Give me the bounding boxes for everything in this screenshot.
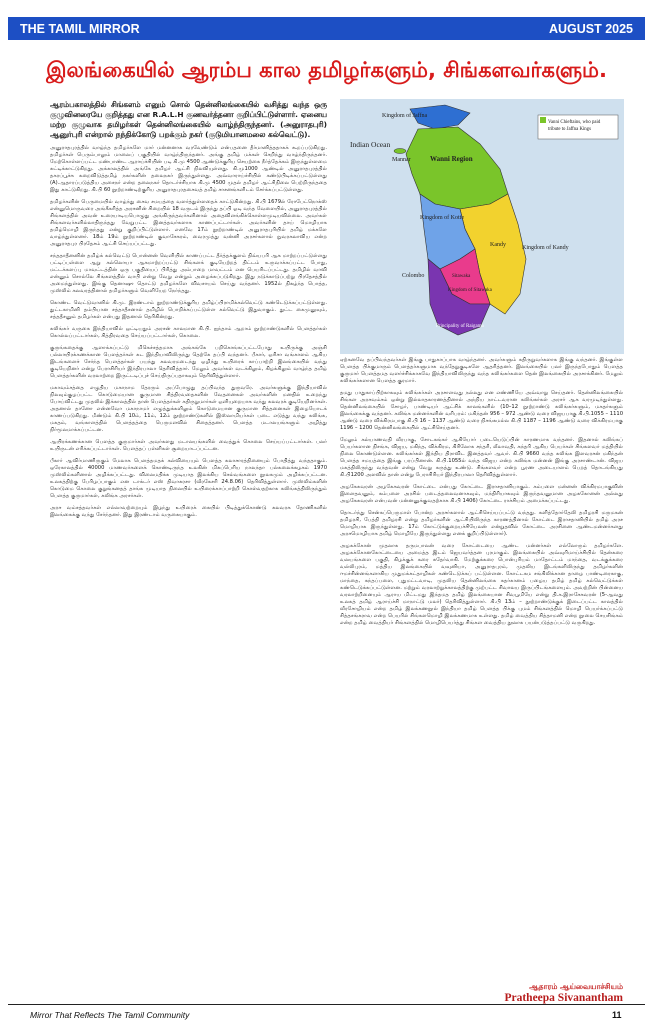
body-paragraph: ஆயிரக்கணக்கான பௌத்த குருமார்கள் அவர்களது மடாலயங்களில் வைத்துக் கொலை செய்யப்பட்டார்கள். பலர் உயிருடன் எரிக்கப்பட்டார்கள். பௌத்தப் பள்ளிகள் சூறையாடப்பட்டன. [50, 439, 327, 452]
map-graphic [340, 99, 624, 354]
body-paragraph: அரச வம்சத்தவர்கள் எல்லாவற்றையும் இழந்து உயிரைக் கையில் பிடித்துக்கொண்டு கலவரக தோணிகளில் இலங்கைக்கு வந்து சேர்ந்தனர். இது இரண்டாம் வருகையாகும். [50, 505, 327, 518]
body-paragraph: பீகார் ஆவிர்மாணிருகும் மேலாக பௌத்தமதக் கல்வியையும் பௌத்த கலாசாரத்தினையும் போதித்து வந்ததாகும். ஒரேகாலத்தில் 40000 மாணவர்களைக் கொண்டிருந்த உலகின் மிகப்பெரிய நாலந்தா பல்கலைக்கழகம் 1970 முஸ்லிம்களினால் அழிக்கப்பட்டது. விலைமதிக்க முடியாத இலக்கிய செல்வங்களை நூலகமும் அழிக்கப்பட்டன. உலகத்திற்கு பேரிழப்பாகும் என டாக்டர் எஸ் திவாகரசா (வீரகேசரி 24.8.06) தெரிவித்துள்ளார். முஸ்லிம்களின் கொடுமை கொலை குறுங்கனதத் தாங்க முடியாத நிலையில் உயிரைக்காப்பாற்றி கொள்வதற்காக கலிங்கத்திலிருந்தும் பௌத்த குருமார்கள், கலிங்க அரசர்கள். [50, 458, 327, 499]
body-paragraph: தமது பாதுகாப்பிற்காகவும் கலிங்கர்கள் அரசாளவது நல்லது என எண்ணியே அவ்வாறு செய்தனர். தென்னிலங்கையில் சிங்கள அரசவம்சம் ஒன்று இல்லாதகாரணத்தினால் அந்நிய நாட்டவரான கலிங்கர்கள் அரசர் ஆக வரமுடிந்துள்ளது. தென்னிலங்கையில் சோழர், பாண்டியர் ஆட்சிக் காலங்களில் (10–12 நூற்றாண்டு கலிங்கர்களும், மகதர்களும் இலங்கைக்கு வந்தனர். கலிங்க மன்னர்களின் வரிபரம்: மகிந்தன் 956 – 972 ஆண்டு வரை விஜயபாகு கி.பி.1055 – 1110 ஆண்டு வரை விக்கிரமபாகு கி.பி 16 – 1137 ஆண்டு வரை நிசங்கமல்ல கி.பி 1187 – 1196 ஆண்டு வரை விக்கிரமபாகு 1196 – 1200 தென்னிலங்கையில் ஆட்சிசெய்தனர். [340, 390, 623, 431]
map-label-vanni-legend: Vanni Chieftains, who paid [548, 120, 601, 125]
body-paragraph: தமிழர்களின் பெருமையில் வாழ்ந்து சைவ சமயத்தை வளர்த்துள்ளதைக் காட்டுகின்றது. கி.பி 1679ல் ரோபேட்நொக்ஸ் என்னுமொருவரை அங்கீகரித்த அரசனின் சிறையில் 18 வருடம் இருந்து தப்பி ஓடி வந்த வேளையில், அனுராதபுரத்தில் சிங்களத்தில் அவன் உரையாடியபொழுது அங்கிருந்தவர்களினால் அதைவிளங்கிக்கொள்ளமுடியவில்லை. அவர்கள் சிங்களவர்களில்லாதிருந்தது வேறுபட்ட இனத்தவர்களாக காணப்பட்டார்கள். அவர்களின் தாய் மொழியாக தமிழ்மொழி இருந்தது என்று குறிப்பிட்டுள்ளார். எனவே 17ம் நூற்றாண்டில் அனுராதபுரியில் தமிழ் மக்களே வாழ்ந்துள்ளனர். 18ம் 19ம் நூற்றாண்டில் குவாசேகரம், வைரமுத்து வன்னி அரசர்களால் நுவரகலாவிய என்ற அனுராதபுர பிரதேசம் ஆட்சி செய்யப்பட்டது. [50, 199, 327, 247]
right-column [340, 357, 623, 632]
mannar-island [394, 149, 406, 154]
body-paragraph: மேலும் கல்யாணவதி வீரபாகு, சோடகங்கர் ஆகியோர் படையெடுப்பின் காரணமாக வந்தனர். இதனால் கலிங்கப் பெயர்களான நிசங்க, விஜய, மகிந்த, விக்கிரம, கிரிலோக சந்தரி, லீலாவதி, சுந்தரி ஆகிய பெயர்கள் சிங்களவர் மத்தியில் நிலை கொண்டுள்ளன. கலிங்கர்கள் இந்திய திராவிட இனத்தவர் ஆவர். கி.பி 9660 வந்த கலிங்க இளவரசன் மகிந்தன் பௌத்த சமயத்தை இங்கு பரப்பினான். கி.பி.1055ல் வந்த விஜய என்ற கலிங்க மன்னன் இங்கு அரசாண்டான். விஜய மகத்திலிருந்து வந்தவன் என்று வேறு கருத்து உண்டு. சிங்களவர் என்ற பூரண அடையாளம் பெறத் தொடங்கியது கி.பி1200 அளவில் தான் என்று பேராசிரியர் இந்திரபாலா தெரிவித்துள்ளார். [340, 437, 623, 478]
footer-motto: Mirror That Reflects The Tamil Community [30, 1010, 190, 1020]
body-paragraph: கலிங்கர் வருகை இந்தியாவில் ஒட்டியதும் அரசன் காலமான கி.பி. ஐந்தாம் ஆறாம் நூற்றாண்டுகளில் பௌத்தர்கள் கொல்லப்பட்டார்கள், சித்திரவதை செய்யப்பட்டார்கள், கொலை. [50, 326, 327, 339]
issue-date: AUGUST 2025 [548, 21, 633, 36]
sri-lanka-kingdoms-map [340, 99, 624, 354]
page-number: 11 [612, 1010, 622, 1020]
body-paragraph: சந்ததாதீனனின் தமிழ்க் கல்வெட்டு பொன்னன் வெளியில் காணப்பட்ட தீர்த்தக்குளம் திவ்யபரி ஆக மாற்றப்பட்டுள்ளது பட்டிப்பள்ளை ஆறு கல்லொயா ஆகமாற்றப்பட்டு சிங்களக் குடியேற்றத் திட்டம் உருவாக்கப்பட்ட போது, மட்டக்களப்பு மாவட்டத்தின் ஒரு பகுதியைப் பிரித்து அம்பாறை மாவட்டம் என பெயரிடப்பட்டது. தமிழில் வாவி என்னும் சொல்லே சிங்களத்தில் வாபி என்று வேறு என்றும் அழைக்கப்படுகிறது. இது நடுக்காடுப்பற்று பிரதேசத்தில் அமைந்துள்ளது. இங்கு தெனாஷு தொட்டு தமிழர்களே விவசாயம் செய்து வந்தனர். 1952ல் நிகழ்ந்த பொத்த, முஸ்லிம் கலவரத்தினால் தமிழர்களும் வெளியேற நேர்ந்தது. [50, 253, 327, 294]
footer-divider [8, 1004, 645, 1005]
body-paragraph: தொடர்ந்து சென்கப்பெருமாள் போன்ற அரசர்களால் ஆட்சிசெய்யப்பட்டு வந்தது. சுளித்தோர்தேலி தமிழரசி மருமகன் தமிழரசி, பேத்தி தமிழரசி என்று தமிழர்களின் ஆட்சியிலிருந்த காரணத்தினால் கோட்டை இராசதானியில் தமிழ் அரச மொழியாக இருந்துள்ளது. 17ம் கோட்டுக்குறையச்சியேலன் என்றுதவில் கோட்டை அரசினை ஆண்டமன்னர்களது அரசமொழியாக தமிழ் மொழியே இருந்துள்ளது எனக் குறிப்பிடுள்ளார்). [340, 510, 623, 537]
map-label-raigama: Principality of Raigama [436, 324, 484, 329]
body-paragraph: கொண்ட வெட்டுவானில் கி.மு. இரண்டாம் நூற்றாண்டுக்குரிய தமிழ்ப்பிராமிக்கல்வெட்டு கண்டெடுக்கப்பட்டுள்ளது. துட்டகாமினி தம்பியான சத்தாதீசனால் தமிழில் பொறிக்கப்பட்டுள்ள கல்வெட்டு இதுவாகும். துட்ட கைமுனுவும், சத்ததீசனும் தமிழர்கள் என்பது இதனால் தெரிகின்றது. [50, 300, 327, 320]
masthead-banner [8, 17, 645, 40]
map-label-kandy: Kandy [490, 242, 506, 248]
body-paragraph: அழகேசுவரன் அழகேசுவரன் கோட்டை என்பது கோட்டை இராசதானியாகும். கம்பளை மன்னன் விக்கிரமபாகுவின் இளைதவனும், கம்பளை அரசில் படைத்தலைவனாகவும், மந்திரியாகவும் இருந்தவனுமான அழககோனன் அல்லது அழகேசுவரன் என்பவன் மன்னனுக்குவதற்காக கி.பி 1406) கோட்டை ராச்சியம் அமைக்கப்பட்டது. [340, 484, 623, 504]
left-column [50, 100, 327, 524]
map-label-jaffna: Kingdom of Jaffna [382, 113, 428, 119]
map-label-kotte: Kingdom of Kotte [420, 215, 464, 221]
map-label-sitawaka-kingdom: Kingdom of Sitawaka [448, 288, 492, 293]
body-paragraph: அனுராதபுரத்தில் வாழ்ந்த தமிழர்களே மார் மன்னனாக வரவேண்டும் என்பதனை தீர்மானித்ததாகக் கூறப்படுகிறது. தமிழர்கள் பெரும்பாலும் மாலைப் பகுதியில் வாழ்ந்திருந்தனர். அங்கு தமிழ் மக்கள் செறிந்து வாழ்ந்திருந்தனர். மேற்கொள்ளப்பட்ட மண்பாண்ட ஆராய்ச்சியின் படி கி.மு 4500 ஆண்டுக்குரிய செயற்கை நீர்த்தேக்கம் இருந்துள்ளமை சுட்டிக்காட்டுகிறது. அக்காலத்தில் அங்கே தமிழர் ஆட்சி நிலவியுள்ளது. கி.மு1000 ஆண்டில் அனுராதபுரத்தில் தகரப்பூச்சு கறைவிடுத்தமிழ் நகர்களின் தலைநகர் இருந்துள்ளது. அவ்வாராய்ச்சியில் கண்டுபிடிக்கப்பட்டுள்ளது (A).ஆதாரப்படுத்திய அசைநர் என்ற தலைநகர் தொடர்ச்சியாக கி.மு 4500 முதல் தமிழர் ஆட்சிநிலை பெற்றிருந்ததை இது காட்டுகிறது. கி.பி 60 நூற்றாண்டிற்குரிய அனுராதபுரதசைவத் தமிழ் சாசனங்களிடம் சேர்க்கப்பட்டுள்ளது. [50, 145, 327, 193]
map-label-wanni: Wanni Region [430, 155, 473, 163]
body-paragraph: மகாவம்சத்தை எழுதிய மகாநாம தேரரும் அப்போழுது தப்பிவந்த துருவரே. அவர்களுக்கு இந்தியாவில் நிலவும்குழப்பட்ட கொடுமையான குருமான சித்திரவதைகளின் வேதனைகள் அவர்களின் மனதில் உறைந்து போய்விட்டது முதலில் இக்காலத்தில் தான் பௌத்தர்கள் கதிருறுமார்கள் ஒளியுறையாக வந்து கலவரக் குடியேறினர்கள். அதனால் தானோ என்னவோ மகாநாமர் எழுத்துக்களிலும் கொடுமையான குருமான சித்தனைகள் இழையோடக் காணப்படுகிறது. மீண்டும் கி.பி 10ம், 11ம், 12ம் நூற்றாண்டுகளில் இஸ்லாமியர்கள் படை எடுத்து வந்து கலிங்க, மகதம், வங்காளத்தில் பௌத்தத்தை பெருமளவில் சிதைத்தனர். பௌத்த மடாலயங்களும் அழித்து நிர்மூலமாக்கப்பட்டன. [50, 385, 327, 433]
map-label-vanni-legend-2: tribute to Jaffna Kings [548, 127, 591, 132]
map-label-colombo: Colombo [402, 273, 425, 279]
lead-paragraph: ஆரம்பகாலத்தில் சிங்களம் எனும் சொல் தென்னிலங்கையில் வசித்து வந்த ஒரு குழுவினரையே குறித்தது என R.A.L.H குணவர்த்தனா குறிப்பிட்டுள்ளார். ஏனைய மற்ற குழுவாக தமிழர்கள் தென்னிலங்கையில் வாழ்ந்திருந்தனர். (அனுராதபுரி) ஆனுர்புரி என்றால் நந்திக்கோடு பறக்கும் நகர் (குடுமியானமலை கல்வெட்டு). [50, 100, 327, 139]
publication-name: THE TAMIL MIRROR [20, 21, 140, 36]
body-paragraph: குருங்கதைக்கு ஆளாக்கப்பட்டு மிகெச்சத்தமாக அங்கங்கே பறிகொங்கப்பட்டபோது உயிருக்கு அஞ்சி பல்லாயிரக்கணக்கான பௌத்தர்கள் கட இந்தியாவிலிருந்து தெற்கே தப்பி வந்தனர். பீகார், ஒரிசா வங்காளம் ஆகிய இடங்களைச் சேர்ந்த பௌத்தர்கள் பயந்து கலவரமடைந்து ஒழிந்து உயிரைக் காப்பாற்றி இலங்கையில் வந்து குடியேறினர் என்று பேராசிரியர் இந்திரபாலா தெரிவித்தார். மேலும் அவர்கள் வடக்கிலும், கிழக்கிலும் வாழ்ந்த தமிழ் பௌத்தர்களின் வரலாற்றை இருட்டடிப்புச் செய்திருப்பதாகவும் தெரிவித்துள்ளார். [50, 345, 327, 379]
vanni-legend-swatch [540, 117, 546, 123]
map-label-sitawaka: Sitawaka [452, 274, 471, 279]
map-label-indian-ocean: Indian Ocean [350, 140, 391, 149]
body-paragraph: அழகக்கோன் முதலாக தருமபாலன் வரை கோட்டையை ஆண்ட மன்னர்கள் எல்லோரும் தமிழர்களே. அழகக்கோனகோட்டையை அமைத்த இடம் ஜெயவர்த்தன புரமாகும். இலங்கையில் அவ்வுரிமாய்ச்சியில் தென்கரை வலயங்களை பகுதி, கிழக்குக் கரை சுதேர்வாகி. மேற்குக்கரை பொன்புரியம் மாதோட்டம் மாந்தை, வடக்குக்கரை வல்லிபுரம், மத்திய இலங்கையில் வவுனியா, அனுராதபுரம், முதலிய இடங்களிலிருந்து தமிழர்களின் ஈமச்சின்னங்களாகிய முதுமக்கட்தாழிகள் கண்டெடுக்கப் பட்டுள்ளன. கோட்டகம சங்கிலிக்கான தாழை பாண்டிரைகாகு, மாந்தை, கந்தப்பளை, புதுமட்டவாடி, முதலிய தென்னிலங்கை கதர்கானம் பழைய தமிழ் தமிழ் கல்வெட்டுக்கள் கண்டெடுக்கப்பட்டுள்ளன. மற்றும் வரலாற்றுக்காலத்திற்கு முற்பட்ட சிவாலய இருப்பிடங்களையும். அவற்றின் பின்னைய வரலாற்றினையும் ஆராய மிட்டமது இந்தமத தமிழ் இலங்கையான சிவபூமியே என்று தி.க.இராசேசுவரன் (5-ஆவது உலகத் தமிழ் ஆராய்ச்சி மாநாட்டு மலர்) தெரிவித்துள்ளார். கி.பி 13ம் – நூற்றாண்டுக்குக் இடைப்பட்ட காலத்தில் வீரசோழியம் என்ற தமிழ் இலக்கணநூல் இந்தியா தமிழ் பௌத்த பிக்கு புமம் சிங்களத்தில் மொழி பெயர்க்கப்பட்டு சித்தசங்கராவ என்ற பெயரில் சிங்களமொழி இலக்கணமாக உள்ளது. தமிழ் வைத்திய சித்தாமனி என்ற நூலை செயசிங்கம் என்ற தமிழ் வைத்தியர் சிங்களத்தில் மொழிபெயர்த்து சிங்கள வைத்திய நூலாக பயன்படுத்தப்பட்டு வருகிறது. [340, 543, 623, 626]
map-label-mannar: Mannar [392, 157, 411, 163]
author-block [478, 982, 623, 1004]
map-label-kandy-kingdom: Kingdom of Kandy [522, 245, 569, 251]
author-tamil: ஆதாரம் ஆய்வையாச்சியம் [529, 982, 623, 991]
article-title: இலங்கையில் ஆரம்ப கால தமிழர்களும், சிங்களவர்களும். [46, 58, 607, 82]
author-name: Pratheepa Sivanantham [504, 992, 623, 1004]
body-paragraph: ஏற்கனவே தப்பிவந்தவர்கள் இங்கு பாதுகாப்பாக வாழ்ந்தனர். அவர்களும் கதிருறுவர்களாக இங்கு வந்தனர். இங்குள்ள பௌத்த பிக்குமாரும் பௌத்தர்களுமாக வந்தேறுகுடிகளே ஆதரித்தனர். இலங்கையில் பலர் இருந்தபோதும் பௌத்த குருமார் பௌத்தமத வளர்ச்சிக்காகவே இந்தியாவிலிருந்து வந்த கலிங்கர்களை தென் இலங்கையில் அரசாக்கினர். மேலும் கலிங்கர்களான பௌத்த குரமார். [340, 357, 623, 384]
